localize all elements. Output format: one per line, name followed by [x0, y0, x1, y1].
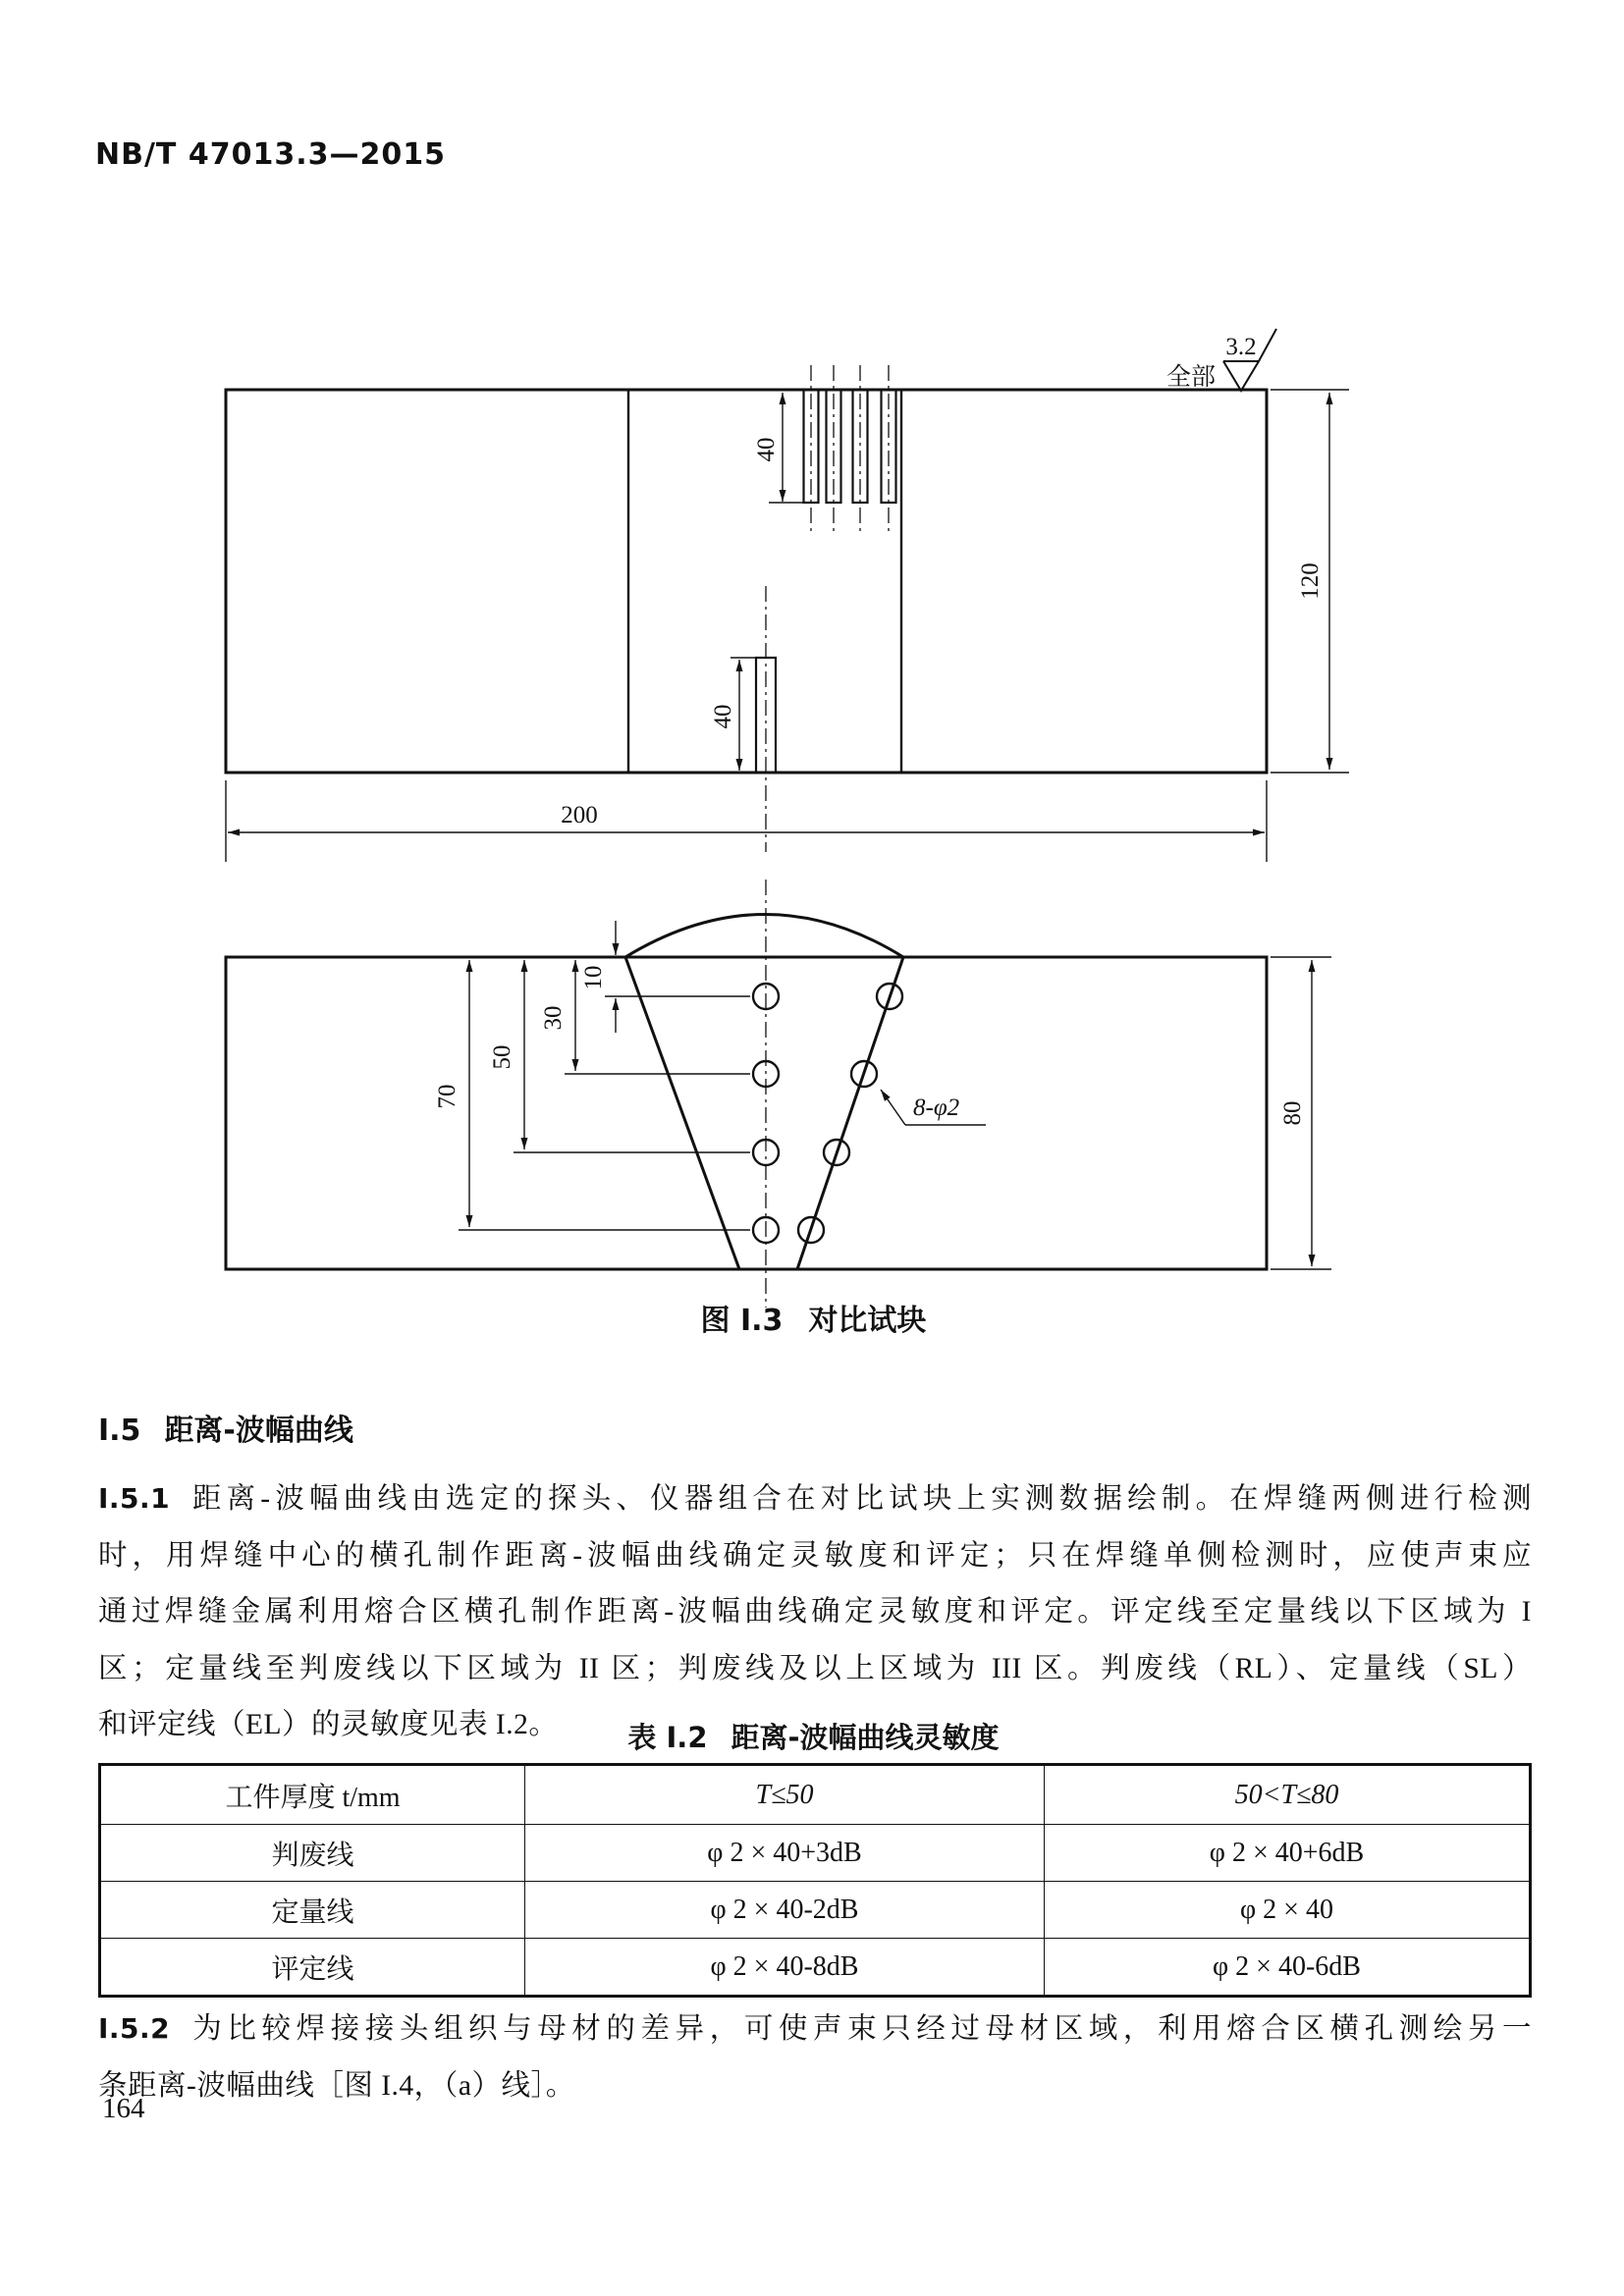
table-header-cell: T≤50 [525, 1765, 1045, 1825]
surface-finish-scope: 全部 [1166, 362, 1217, 391]
dim-label-top-slots-40: 40 [753, 437, 780, 462]
sensitivity-table-wrapper [98, 1763, 1529, 1998]
paragraph-text: 为比较焊接接头组织与母材的差异，可使声束只经过母材区域，利用熔合区横孔测绘另一 [188, 2013, 1532, 2045]
table-cell: φ 2 × 40+6dB [1045, 1825, 1531, 1882]
table-row [100, 1939, 1531, 1997]
dim-center-slot-40 [710, 658, 758, 771]
dim-depth-10 [580, 921, 616, 1033]
dim-label-30: 30 [540, 1005, 567, 1031]
section-outline [226, 957, 1267, 1269]
paragraph-line: 条距离-波幅曲线［图 I.4，（a）线］。 [98, 2069, 575, 2102]
table-row [100, 1882, 1531, 1939]
paragraph-text: 距离-波幅曲线由选定的探头、仪器组合在对比试块上实测数据绘制。在焊缝两侧进行检测 [188, 1483, 1532, 1515]
center-notch-slot [756, 586, 776, 852]
paragraph-line: 时，用焊缝中心的横孔制作距离-波幅曲线确定灵敏度和评定；只在焊缝单侧检测时，应使声束应 [98, 1539, 1532, 1572]
plan-outline [226, 390, 1267, 773]
dim-top-slots-40 [753, 393, 805, 503]
holes-callout-label: 8-φ2 [913, 1095, 960, 1121]
dim-label-80: 80 [1279, 1100, 1306, 1126]
figure-caption [98, 1296, 1529, 1339]
fusion-line-right [797, 957, 903, 1269]
table-cell: 判废线 [100, 1825, 525, 1882]
table-header-row [100, 1765, 1531, 1825]
table-cell: φ 2 × 40+3dB [525, 1825, 1045, 1882]
table-cell: φ 2 × 40-8dB [525, 1939, 1045, 1997]
page-number: 164 [102, 2093, 145, 2124]
table-title-number: 表 I.2 [627, 1721, 708, 1754]
table-title-text: 距离-波幅曲线灵敏度 [731, 1721, 1000, 1754]
table-row [100, 1825, 1531, 1882]
plan-view [226, 329, 1349, 862]
dim-label-50: 50 [489, 1044, 515, 1070]
surface-finish-symbol [1166, 329, 1276, 391]
section-heading-i5 [98, 1406, 353, 1449]
sensitivity-table [98, 1763, 1532, 1998]
clause-number: I.5.1 [98, 1482, 171, 1515]
table-cell: φ 2 × 40-2dB [525, 1882, 1045, 1939]
dim-label-200: 200 [561, 802, 598, 828]
section-heading-number: I.5 [98, 1414, 141, 1448]
table-cell: 评定线 [100, 1939, 525, 1997]
surface-finish-value: 3.2 [1225, 334, 1257, 360]
dim-depth-50 [489, 960, 524, 1149]
dim-label-center-slot-40: 40 [710, 704, 736, 729]
table-title [98, 1716, 1529, 1756]
table-cell: 定量线 [100, 1882, 525, 1939]
standard-number-header: NB/T 47013.3—2015 [95, 137, 446, 172]
figure-caption-number: 图 I.3 [700, 1304, 784, 1338]
dim-section-height-80 [1271, 957, 1331, 1269]
dim-depth-30 [540, 960, 575, 1071]
fusion-line-left [625, 957, 739, 1269]
clause-number: I.5.2 [98, 2012, 171, 2045]
table-header-cell: 工件厚度 t/mm [100, 1765, 525, 1825]
dim-depth-70 [434, 960, 469, 1227]
dim-label-10: 10 [580, 965, 607, 990]
dim-plan-width-200 [226, 780, 1267, 862]
section-heading-title: 距离-波幅曲线 [164, 1414, 353, 1448]
weld-crown-arc [625, 915, 903, 958]
holes-callout [881, 1090, 986, 1125]
paragraph-line [98, 2001, 1532, 2058]
section-view [226, 880, 1331, 1308]
dim-label-120: 120 [1297, 562, 1324, 600]
dim-plan-height-120 [1271, 390, 1349, 773]
clause-i52-paragraph [98, 2001, 1532, 2114]
figure-caption-title: 对比试块 [808, 1304, 927, 1338]
paragraph-line: 通过焊缝金属利用熔合区横孔制作距离-波幅曲线确定灵敏度和评定。评定线至定量线以下区域为 I [98, 1596, 1532, 1628]
table-header-cell: 50<T≤80 [1045, 1765, 1531, 1825]
paragraph-line [98, 1470, 1532, 1528]
paragraph-line: 区；定量线至判废线以下区域为 II 区；判废线及以上区域为 III 区。判废线（RL）、定量线（SL） [98, 1652, 1532, 1684]
table-cell: φ 2 × 40-6dB [1045, 1939, 1531, 1997]
paragraph-line: 和评定线（EL）的灵敏度见表 I.2。 [98, 1709, 559, 1740]
depth-leader-lines [459, 996, 750, 1230]
dim-label-70: 70 [434, 1084, 460, 1109]
clause-i51-paragraph [98, 1470, 1532, 1754]
table-cell: φ 2 × 40 [1045, 1882, 1531, 1939]
